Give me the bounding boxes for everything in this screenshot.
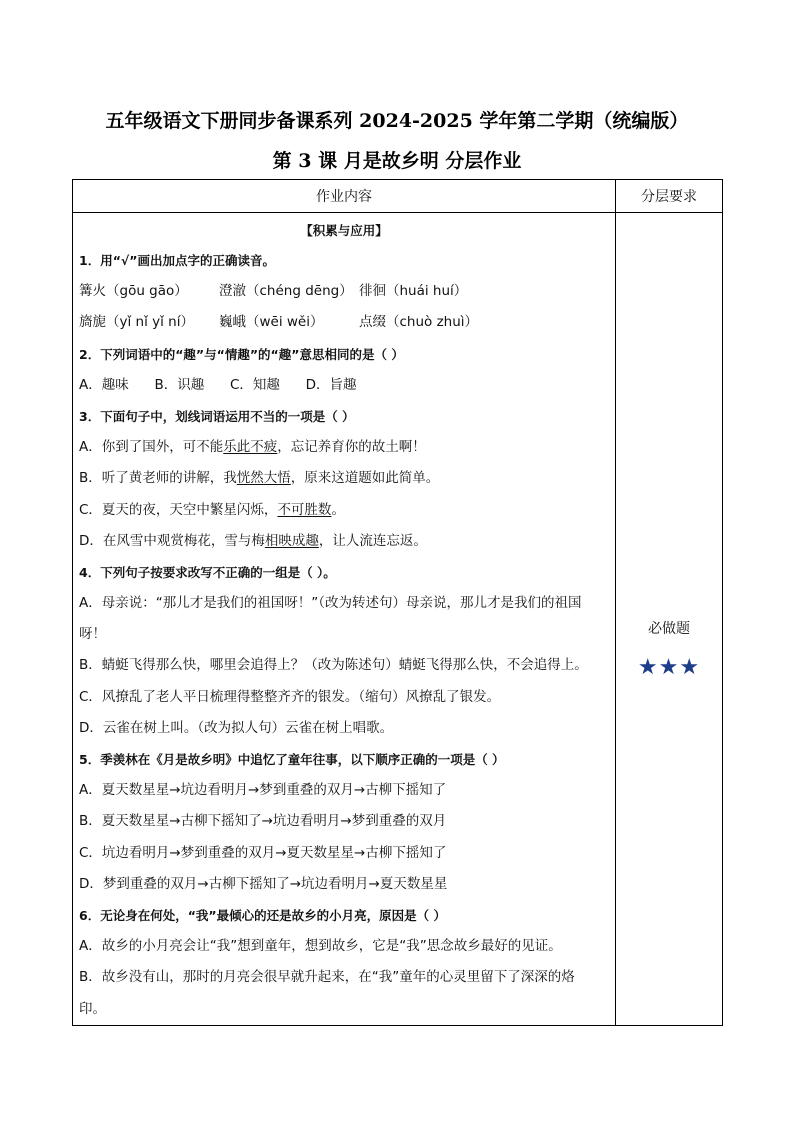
difficulty-stars: ★★★ bbox=[637, 655, 701, 680]
question-1-line-1 bbox=[79, 276, 609, 307]
question-6-title: 6．无论身在何处，“我”最倾心的还是故乡的小月亮，原因是（ ） bbox=[79, 907, 446, 923]
table-row bbox=[73, 213, 723, 1026]
question-2-options: A．趣味 B．识趣 C．知趣 D．旨趣 bbox=[79, 376, 357, 393]
question-3-option-c: C．夏天的夜，天空中繁星闪烁，不可胜数。 bbox=[79, 501, 345, 518]
pinyin-item: 巍峨（wēi wěi） bbox=[219, 314, 324, 331]
question-6-option-a: A．故乡的小月亮会让“我”想到童年，想到故乡，它是“我”思念故乡最好的见证。 bbox=[79, 938, 562, 955]
underlined-phrase: 恍然大悟 bbox=[236, 470, 291, 487]
question-3-title: 3．下面句子中，划线词语运用不当的一项是（ ） bbox=[79, 408, 355, 424]
pinyin-item: 澄澈（chéng dēng） bbox=[219, 283, 353, 300]
question-4-option-a-cont: 呀！ bbox=[79, 626, 106, 643]
question-4-title: 4．下列句子按要求改写不正确的一组是（ ）。 bbox=[79, 564, 336, 580]
pinyin-item: 篝火（gōu gāo） bbox=[79, 283, 188, 300]
section-title: 【积累与应用】 bbox=[300, 223, 388, 238]
requirement-cell bbox=[616, 213, 723, 1026]
question-3-option-d: D．在风雪中观赏梅花，雪与梅相映成趣，让人流连忘返。 bbox=[79, 532, 427, 549]
question-5-title: 5．季羡林在《月是故乡明》中追忆了童年往事，以下顺序正确的一项是（ ） bbox=[79, 752, 505, 767]
table-header-row bbox=[73, 180, 723, 213]
question-5-option-a: A．夏天数星星→坑边看明月→梦到重叠的双月→古柳下摇知了 bbox=[79, 782, 447, 799]
question-5-option-b: B．夏天数星星→古柳下摇知了→坑边看明月→梦到重叠的双月 bbox=[79, 813, 447, 830]
question-6-option-b-cont: 印。 bbox=[79, 1000, 106, 1017]
requirement-column-header: 分层要求 bbox=[616, 180, 723, 213]
content-column-header: 作业内容 bbox=[73, 180, 616, 213]
document-title: 五年级语文下册同步备课系列 2024-2025 学年第二学期（统编版） bbox=[105, 110, 689, 132]
underlined-phrase: 乐此不疲 bbox=[223, 439, 278, 456]
question-3-option-b: B．听了黄老师的讲解，我恍然大悟，原来这道题如此简单。 bbox=[79, 470, 440, 487]
question-4-option-c: C．风撩乱了老人平日梳理得整整齐齐的银发。（缩句）风撩乱了银发。 bbox=[79, 688, 501, 705]
question-5-option-c: C．坑边看明月→梦到重叠的双月→夏天数星星→古柳下摇知了 bbox=[79, 844, 447, 861]
question-5-option-d: D．梦到重叠的双月→古柳下摇知了→坑边看明月→夏天数星星 bbox=[79, 875, 448, 892]
underlined-phrase: 相映成趣 bbox=[264, 532, 319, 549]
pinyin-item: 点缀（chuò zhuì） bbox=[359, 314, 479, 331]
underlined-phrase: 不可胜数 bbox=[277, 501, 332, 518]
question-3-option-a: A．你到了国外，可不能乐此不疲，忘记养育你的故土啊！ bbox=[79, 439, 426, 456]
question-4-option-b: B．蜻蜓飞得那么快，哪里会追得上？（改为陈述句）蜻蜓飞得那么快，不会追得上。 bbox=[79, 657, 588, 674]
requirement-label: 必做题 bbox=[648, 621, 690, 637]
question-1-title: 1．用“√”画出加点字的正确读音。 bbox=[79, 253, 275, 268]
question-2-title: 2．下列词语中的“趣”与“情趣”的“趣”意思相同的是（ ） bbox=[79, 346, 404, 362]
question-1-line-2 bbox=[79, 307, 609, 338]
content-cell bbox=[73, 213, 616, 1026]
question-4-option-a: A．母亲说：“那儿才是我们的祖国呀！”（改为转述句）母亲说，那儿才是我们的祖国 bbox=[79, 595, 582, 612]
lesson-title: 第 3 课 月是故乡明 分层作业 bbox=[272, 150, 522, 172]
pinyin-item: 旖旎（yǐ nǐ yǐ ní） bbox=[79, 314, 194, 331]
question-4-option-d: D．云雀在树上叫。（改为拟人句）云雀在树上唱歌。 bbox=[79, 719, 394, 736]
pinyin-item: 徘徊（huái huí） bbox=[359, 283, 468, 300]
homework-table bbox=[72, 179, 723, 1026]
question-6-option-b: B．故乡没有山，那时的月亮会很早就升起来，在“我”童年的心灵里留下了深深的烙 bbox=[79, 969, 575, 986]
